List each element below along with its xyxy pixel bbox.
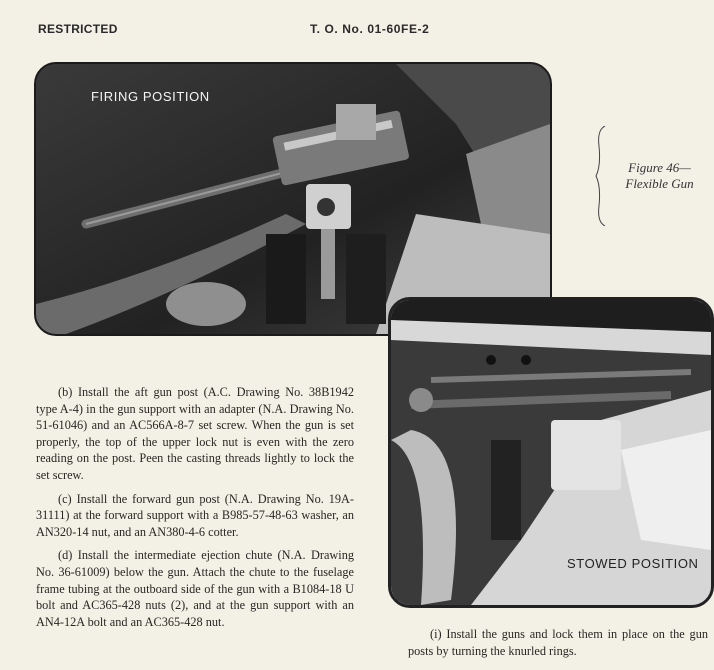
body-text-left — [36, 384, 354, 637]
figure-caption — [612, 160, 707, 192]
photo-stowed-position — [388, 297, 714, 608]
caption-bracket — [595, 126, 609, 226]
paragraph-d: (d) Install the intermediate ejection chute (N.A. Drawing No. 36-61009) below the gun. Attach the chute to the fuselage frame tubing at the outboard side of the gun with a B1084-18 U bolt and AC365-428 nuts (2), and at the gun support with an AN4-12A bolt and an AC365-428 nut. — [36, 548, 354, 629]
document-number: T. O. No. 01-60FE-2 — [310, 22, 430, 36]
figure-number: Figure 46— — [628, 160, 691, 175]
stowed-position-label: STOWED POSITION — [567, 556, 699, 571]
photo-firing-position — [34, 62, 552, 336]
paragraph-c: (c) Install the forward gun post (N.A. Drawing No. 19A-31111) at the forward support with a B985-57-48-63 washer, an AN320-14 nut, and an AN380-4-6 cotter. — [36, 491, 354, 539]
paragraph-b: (b) Install the aft gun post (A.C. Drawing No. 38B1942 type A-4) in the gun support with an adapter (N.A. Drawing No. 51-61046) and an AC566A-8-7 set screw. When the gun is set properly, the top of the upper lock nut is even with the zero reading on the post. Peen the casting threads lightly to lock the set screw. — [36, 385, 354, 482]
figure-title: Flexible Gun — [625, 176, 694, 191]
paragraph-i: (i) Install the guns and lock them in place on the gun posts by turning the knurled rings. — [408, 627, 708, 658]
classification-label: RESTRICTED — [38, 22, 118, 36]
firing-position-label: FIRING POSITION — [91, 89, 210, 104]
body-text-right — [408, 626, 708, 659]
